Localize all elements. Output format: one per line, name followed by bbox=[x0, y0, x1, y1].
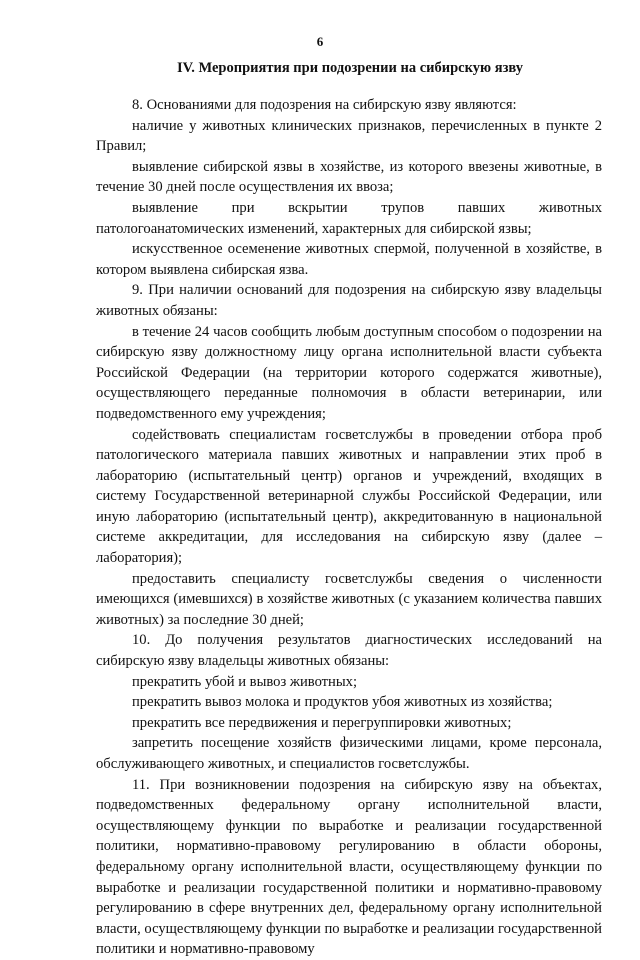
paragraph-11: 11. При возникновении подозрения на сибирскую язву на объектах, подведомственных федеральному органу исполнительной власти, осуществляющему функции по выработке и реализации государственной политики, нормативно-правовому регулированию в области обороны, федеральному органу исполнительной власти, осуществляющему функции по выработке и реализации государственной политики и нормативно-правовому регулированию в сфере внутренних дел, федеральному органу исполнительной власти, осуществляющему функции по выработке и реализации государственной политики и нормативно-правовому bbox=[96, 776, 602, 958]
paragraph-8-item-4: искусственное осеменение животных спермой, полученной в хозяйстве, в котором выявлена сибирская язва. bbox=[96, 241, 602, 278]
paragraph-8-item-1: наличие у животных клинических признаков, перечисленных в пункте 2 Правил; bbox=[96, 117, 602, 155]
paragraph-9-item-2: содействовать специалистам госветслужбы в проведении отбора проб патологического материала павших животных и направлении этих проб в лабораторию (испытательный центр) органов и учреждений, входящих в систему Государственной ветеринарной службы Российской Федерации, или иную лабораторию (испытательный центр), аккредитованную в национальной системе аккредитации, для исследования на сибирскую язву (далее – лаборатория); bbox=[96, 426, 602, 567]
paragraph-9-item-3: предоставить специалисту госветслужбы сведения о численности имеющихся (имевшихся) в хозяйстве животных (с указанием количества павших животных) за последние 30 дней; bbox=[96, 570, 602, 628]
document-body bbox=[96, 95, 602, 960]
paragraph-10-item-2: прекратить вывоз молока и продуктов убоя животных из хозяйства; bbox=[132, 694, 553, 711]
paragraph-8-item-3: выявление при вскрытии трупов павших животных патологоанатомических изменений, характерных для сибирской язвы; bbox=[96, 199, 602, 237]
paragraph-9-intro: 9. При наличии оснований для подозрения на сибирскую язву владельцы животных обязаны: bbox=[96, 282, 602, 319]
paragraph-10-intro: 10. До получения результатов диагностических исследований на сибирскую язву владельцы животных обязаны: bbox=[96, 632, 602, 670]
paragraph-10-item-4: запретить посещение хозяйств физическими лицами, кроме персонала, обслуживающего животных, и специалистов госветслужбы. bbox=[96, 735, 602, 772]
page-number: 6 bbox=[316, 34, 324, 49]
paragraph-10-item-1: прекратить убой и вывоз животных; bbox=[132, 673, 358, 690]
paragraph-9-item-1: в течение 24 часов сообщить любым доступным способом о подозрении на сибирскую язву должностному лицу органа исполнительной власти субъекта Российской Федерации (на территории которого содержатся животные), осуществляющего переданные полномочия в области ветеринарии, или подведомственного ему учреждения; bbox=[96, 323, 602, 422]
paragraph-10-item-3: прекратить все передвижения и перегруппировки животных; bbox=[132, 714, 512, 731]
paragraph-8-item-2: выявление сибирской язвы в хозяйстве, из которого ввезены животные, в течение 30 дней после осуществления их ввоза; bbox=[96, 158, 602, 196]
paragraph-8-intro: 8. Основаниями для подозрения на сибирскую язву являются: bbox=[132, 97, 517, 113]
section-heading: IV. Мероприятия при подозрении на сибирскую язву bbox=[177, 60, 523, 76]
